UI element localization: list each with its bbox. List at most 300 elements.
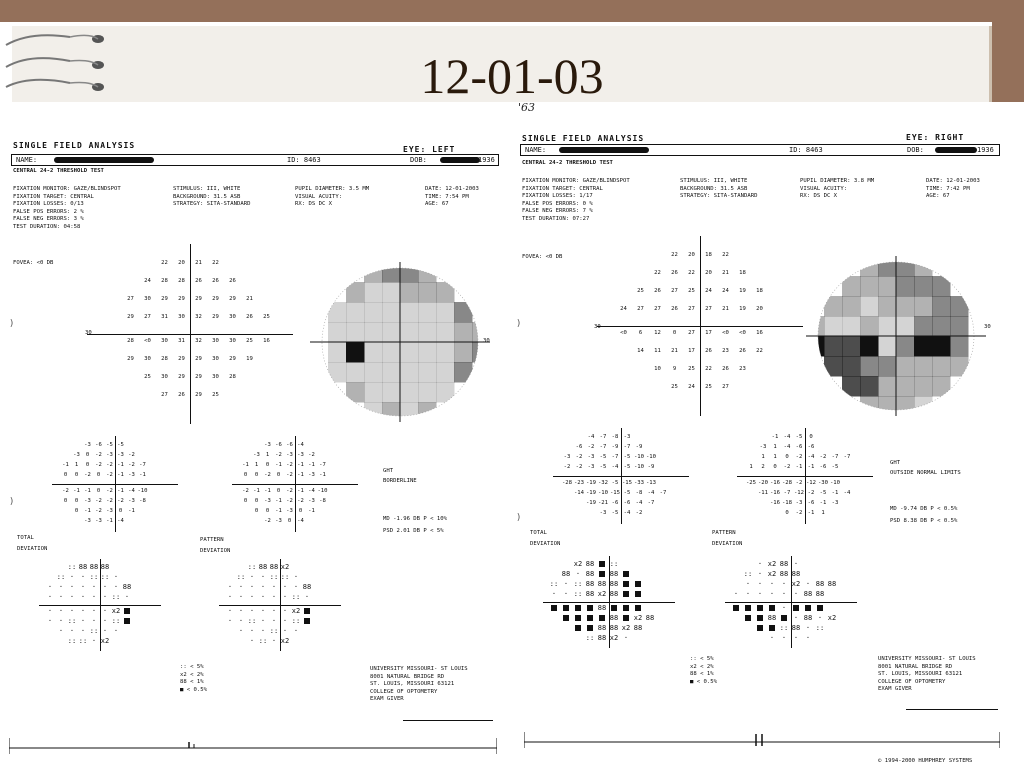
sensitivity-value: 0 — [265, 508, 270, 514]
sensitivity-value: 27 — [637, 306, 644, 312]
sensitivity-value: -7 — [843, 454, 851, 460]
sensitivity-value: 30 — [212, 338, 219, 344]
sensitivity-value: 0 — [74, 508, 79, 514]
probability-symbol: :: — [247, 563, 257, 571]
probability-square — [623, 615, 629, 621]
fixation-info: FIXATION MONITOR: GAZE/BLINDSPOT FIXATION TARGET: CENTRAL FIXATION LOSSES: 1/17 FALSE POS ERRORS: 0 % FALSE NEG ERRORS: 7 % TEST DURATION: 07:27 — [522, 178, 630, 222]
sensitivity-value: -3 — [95, 518, 102, 524]
probability-symbol: 88 — [609, 580, 619, 588]
probability-symbol: :: — [573, 580, 583, 588]
sensitivity-value: 27 — [722, 384, 729, 390]
probability-symbol: · — [69, 593, 75, 601]
probability-square — [733, 605, 739, 611]
sensitivity-value: -1 — [807, 510, 815, 516]
pattern-label: PATTERN — [712, 530, 736, 536]
probability-symbol: · — [102, 617, 108, 625]
greyscale-cell — [860, 396, 879, 416]
sensitivity-value: 29 — [161, 296, 168, 302]
threshold-plot — [100, 244, 280, 424]
sensitivity-value: 22 — [756, 348, 763, 354]
sensitivity-value: -2 — [795, 480, 803, 486]
sensitivity-value: -7 — [783, 490, 791, 496]
sensitivity-value: 28 — [161, 356, 168, 362]
probability-symbol: x2 — [280, 563, 290, 571]
sensitivity-value: 0 — [265, 462, 270, 468]
probability-square — [623, 605, 629, 611]
patient-line — [520, 144, 1000, 156]
greyscale-cell — [824, 356, 843, 377]
sensitivity-value: 2 — [761, 464, 765, 470]
sensitivity-value: 21 — [722, 270, 729, 276]
greyscale-cell — [896, 296, 915, 317]
probability-symbol: · — [757, 570, 763, 578]
sensitivity-value: 21 — [246, 296, 253, 302]
sensitivity-value: -19 — [585, 480, 597, 486]
sensitivity-value: 0 — [74, 472, 79, 478]
probability-symbol: · — [793, 560, 799, 568]
greyscale-cell — [382, 322, 401, 343]
sensitivity-value: 25 — [263, 314, 270, 320]
sensitivity-value: -6 — [807, 444, 815, 450]
probability-symbol: · — [563, 580, 569, 588]
probability-square — [635, 581, 641, 587]
greyscale-cell — [914, 256, 933, 277]
sensitivity-value: -3 — [264, 442, 271, 448]
sensitivity-value: 31 — [178, 338, 185, 344]
probability-symbol: · — [102, 593, 108, 601]
pattern-deviation-numeric — [220, 434, 370, 534]
probability-symbol: :: — [111, 617, 121, 625]
sensitivity-value: 0 — [74, 498, 79, 504]
greyscale-cell — [914, 296, 933, 317]
sensitivity-value: -3 — [106, 452, 113, 458]
sensitivity-value: -3 — [297, 452, 304, 458]
sensitivity-value: -1 — [73, 488, 80, 494]
sensitivity-value: -16 — [769, 500, 781, 506]
probability-symbol: :: — [56, 573, 66, 581]
sensitivity-value: 29 — [127, 314, 134, 320]
sensitivity-value: 1 — [74, 462, 79, 468]
greyscale-cell — [328, 342, 347, 363]
sensitivity-value: -3 — [128, 498, 135, 504]
greyscale-cell — [842, 276, 861, 297]
probability-symbol: · — [238, 627, 244, 635]
probability-symbol: 88 — [791, 624, 801, 632]
sensitivity-value: 0 — [85, 452, 90, 458]
sensitivity-value: -10 — [633, 464, 645, 470]
greyscale-cell — [346, 282, 365, 303]
sensitivity-value: -15 — [609, 490, 621, 496]
probability-symbol: · — [47, 583, 53, 591]
sensitivity-value: -3 — [308, 472, 315, 478]
probability-symbol: 88 — [609, 624, 619, 632]
greyscale-cell — [914, 336, 933, 357]
greyscale-cell — [878, 376, 897, 397]
dob-redacted — [440, 157, 480, 163]
probability-square — [769, 625, 775, 631]
greyscale-cell — [914, 356, 933, 377]
greyscale-cell — [382, 382, 401, 403]
fovea-value: FOVEA: <0 DB — [13, 260, 54, 266]
probability-symbol: · — [249, 593, 255, 601]
sensitivity-value: 24 — [688, 384, 695, 390]
probability-symbol: · — [805, 580, 811, 588]
greyscale-cell — [824, 336, 843, 357]
sensitivity-value: -4 — [128, 488, 135, 494]
total-label-2: DEVIATION — [530, 541, 561, 547]
fovea-value: FOVEA: <0 DB — [522, 254, 563, 260]
probability-symbol: x2 — [597, 590, 607, 598]
sensitivity-value: -2 — [84, 472, 91, 478]
probability-symbol: 88 — [78, 563, 88, 571]
probability-symbol: · — [575, 570, 581, 578]
sensitivity-value: -2 — [308, 452, 315, 458]
greyscale-cell — [382, 282, 401, 303]
probability-square — [793, 605, 799, 611]
sensitivity-value: -16 — [769, 480, 781, 486]
sensitivity-value: -6 — [275, 442, 282, 448]
sensitivity-value: -9 — [611, 444, 619, 450]
probability-symbol: · — [757, 560, 763, 568]
probability-symbol: · — [293, 627, 299, 635]
sensitivity-value: 0 — [298, 508, 303, 514]
probability-symbol: · — [80, 617, 86, 625]
sensitivity-value: -7 — [319, 462, 326, 468]
sensitivity-value: -4 — [647, 490, 655, 496]
greyscale-cell — [418, 282, 437, 303]
greyscale-cell — [842, 296, 861, 317]
greyscale-cell — [328, 362, 347, 383]
sensitivity-value: 17 — [705, 330, 712, 336]
greyscale-cell — [878, 336, 897, 357]
sensitivity-value: 29 — [229, 296, 236, 302]
greyscale-cell — [418, 342, 437, 363]
pattern-label-2: DEVIATION — [200, 548, 231, 554]
greyscale-cell — [932, 316, 951, 337]
pupil-info: PUPIL DIAMETER: 3.5 MM VISUAL ACUITY: RX: DS DC X — [295, 186, 370, 207]
sensitivity-value: 0 — [254, 508, 259, 514]
dob-label: DOB: — [907, 146, 924, 154]
probability-square — [635, 605, 641, 611]
sensitivity-value: -3 — [286, 452, 293, 458]
sensitivity-value: -1 — [297, 472, 304, 478]
probability-symbol: · — [260, 573, 266, 581]
greyscale-cell — [932, 296, 951, 317]
sensitivity-value: -2 — [106, 462, 113, 468]
sensitivity-value: -1 — [319, 472, 326, 478]
probability-square — [805, 605, 811, 611]
sensitivity-value: 0 — [254, 498, 259, 504]
greyscale-cell — [806, 316, 825, 337]
probability-square — [304, 618, 310, 624]
greyscale-cell — [400, 322, 419, 343]
probability-square — [757, 605, 763, 611]
clinic-address: UNIVERSITY MISSOURI- ST LOUIS 8001 NATURAL BRIDGE RD ST. LOUIS, MISSOURI 63121 COLLEGE OF OPTOMETRY EXAM GIVER — [370, 666, 468, 702]
sensitivity-value: 0 — [85, 462, 90, 468]
probability-symbol: · — [91, 617, 97, 625]
probability-symbol: · — [238, 607, 244, 615]
sensitivity-value: 0 — [254, 472, 259, 478]
probability-symbol: · — [227, 593, 233, 601]
probability-symbol: :: — [89, 627, 99, 635]
sensitivity-value: -1 — [84, 488, 91, 494]
sensitivity-value: 0 — [287, 518, 292, 524]
sensitivity-value: -13 — [645, 480, 657, 486]
sensitivity-value: -2 — [286, 498, 293, 504]
sensitivity-value: -3 — [84, 518, 91, 524]
probability-symbol: :: — [743, 570, 753, 578]
sensitivity-value: -8 — [139, 498, 146, 504]
sensitivity-value: -2 — [264, 472, 271, 478]
sensitivity-value: -1 — [308, 508, 315, 514]
sensitivity-value: 25 — [688, 288, 695, 294]
sensitivity-value: 0 — [243, 498, 248, 504]
test-name: CENTRAL 24-2 THRESHOLD TEST — [522, 160, 613, 166]
probability-square — [769, 605, 775, 611]
greyscale-cell — [878, 256, 897, 277]
grey-axis-30: 30 — [984, 324, 991, 330]
sensitivity-value: 30 — [161, 374, 168, 380]
sensitivity-value: -3 — [599, 510, 607, 516]
sensitivity-value: 28 — [127, 338, 134, 344]
sensitivity-value: -1 — [275, 508, 282, 514]
sensitivity-value: -28 — [781, 480, 793, 486]
md-value: MD -1.96 DB P < 10% — [383, 516, 447, 522]
probability-symbol: · — [757, 580, 763, 588]
probability-symbol: · — [793, 614, 799, 622]
sensitivity-value: -2 — [275, 452, 282, 458]
probability-symbol: :: — [89, 573, 99, 581]
sensitivity-value: -3 — [84, 498, 91, 504]
sensitivity-value: 23 — [739, 366, 746, 372]
greyscale-cell — [418, 382, 437, 403]
sensitivity-value: -23 — [573, 480, 585, 486]
probability-square — [623, 591, 629, 597]
probability-symbol: · — [113, 573, 119, 581]
greyscale-cell — [860, 336, 879, 357]
sensitivity-value: -2 — [795, 510, 803, 516]
sensitivity-value: 16 — [263, 338, 270, 344]
sensitivity-value: -4 — [635, 500, 643, 506]
sensitivity-value: -1 — [139, 472, 146, 478]
probability-symbol: · — [249, 583, 255, 591]
probability-symbol: · — [91, 637, 97, 645]
sensitivity-value: 29 — [229, 356, 236, 362]
probability-symbol: 88 — [609, 590, 619, 598]
probability-symbol: x2 — [100, 637, 110, 645]
sensitivity-value: -2 — [286, 488, 293, 494]
probability-square — [599, 571, 605, 577]
greyscale-cell — [896, 256, 915, 277]
greyscale-plot — [806, 256, 986, 416]
probability-symbol: · — [793, 634, 799, 642]
sensitivity-value: 29 — [178, 374, 185, 380]
sensitivity-value: 30 — [212, 374, 219, 380]
sensitivity-value: 29 — [212, 296, 219, 302]
sensitivity-value: -8 — [635, 490, 643, 496]
ght-value: OUTSIDE NORMAL LIMITS — [890, 470, 961, 476]
sensitivity-value: 22 — [654, 270, 661, 276]
probability-symbol: · — [58, 593, 64, 601]
sensitivity-value: -7 — [611, 454, 619, 460]
greyscale-cell — [400, 362, 419, 383]
sensitivity-value: -15 — [621, 480, 633, 486]
probability-symbol: · — [58, 583, 64, 591]
visual-field-report-left — [5, 132, 505, 768]
greyscale-cell — [950, 296, 969, 317]
sensitivity-value: -1 — [807, 464, 815, 470]
sensitivity-value: 25 — [688, 366, 695, 372]
greyscale-cell — [878, 356, 897, 377]
probability-symbol: · — [271, 617, 277, 625]
sensitivity-value: 24 — [705, 288, 712, 294]
sensitivity-value: -6 — [95, 442, 102, 448]
probability-symbol: :: — [291, 593, 301, 601]
pattern-label: PATTERN — [200, 537, 224, 543]
sensitivity-value: -3 — [275, 518, 282, 524]
greyscale-cell — [382, 302, 401, 323]
probability-square — [623, 571, 629, 577]
sensitivity-value: -1 — [117, 488, 124, 494]
report-header: SINGLE FIELD ANALYSIS — [13, 141, 136, 150]
sensitivity-value: <0 — [620, 330, 627, 336]
probability-square — [304, 608, 310, 614]
greyscale-cell — [914, 376, 933, 397]
sensitivity-value: -3 — [264, 498, 271, 504]
sensitivity-value: -6 — [807, 500, 815, 506]
sensitivity-value: -19 — [585, 500, 597, 506]
probability-symbol: · — [124, 593, 130, 601]
sensitivity-value: -3 — [106, 508, 113, 514]
top-bar — [0, 0, 1024, 22]
sensitivity-value: -4 — [297, 518, 304, 524]
eye-label: EYE: RIGHT — [906, 133, 965, 142]
sensitivity-value: -6 — [819, 464, 827, 470]
probability-symbol: :: — [67, 637, 77, 645]
sensitivity-value: -21 — [597, 500, 609, 506]
probability-square — [563, 615, 569, 621]
sensitivity-value: 20 — [756, 306, 763, 312]
greyscale-cell — [950, 356, 969, 377]
sensitivity-value: -5 — [623, 490, 631, 496]
sensitivity-value: 20 — [705, 270, 712, 276]
probability-symbol: · — [227, 617, 233, 625]
sensitivity-value: -5 — [599, 464, 607, 470]
sensitivity-value: -2 — [286, 472, 293, 478]
sensitivity-value: 19 — [739, 306, 746, 312]
total-label: TOTAL — [17, 535, 34, 541]
probability-symbol: · — [80, 593, 86, 601]
greyscale-cell — [346, 342, 365, 363]
sensitivity-value: -9 — [635, 444, 643, 450]
greyscale-cell — [436, 302, 455, 323]
sensitivity-value: -4 — [587, 434, 595, 440]
greyscale-cell — [400, 342, 419, 363]
sensitivity-value: -2 — [95, 508, 102, 514]
sensitivity-value: 1 — [821, 510, 825, 516]
sensitivity-value: -1 — [308, 462, 315, 468]
sensitivity-value: 27 — [688, 330, 695, 336]
probability-symbol: · — [260, 627, 266, 635]
probability-symbol: 88 — [609, 614, 619, 622]
sensitivity-value: 29 — [195, 392, 202, 398]
probability-symbol: · — [249, 627, 255, 635]
sensitivity-value: -2 — [819, 454, 827, 460]
sensitivity-value: 27 — [144, 314, 151, 320]
sensitivity-value: -6 — [795, 444, 803, 450]
name-redacted — [54, 157, 154, 163]
ght-label: GHT — [890, 460, 901, 466]
probability-symbol: · — [69, 583, 75, 591]
greyscale-cell — [346, 382, 365, 403]
sensitivity-value: -4 — [308, 488, 315, 494]
sensitivity-value: -8 — [319, 498, 326, 504]
sensitivity-value: -10 — [137, 488, 148, 494]
signature-line — [906, 709, 998, 710]
axis-30-label: 30 — [85, 330, 92, 336]
sensitivity-value: -3 — [128, 472, 135, 478]
probability-symbol: · — [58, 627, 64, 635]
greyscale-plot — [310, 262, 490, 422]
probability-symbol: 88 — [827, 580, 837, 588]
probability-symbol: · — [80, 627, 86, 635]
probability-symbol: 88 — [779, 570, 789, 578]
probability-symbol: · — [260, 583, 266, 591]
probability-symbol: · — [249, 637, 255, 645]
probability-symbol: 88 — [609, 570, 619, 578]
sensitivity-value: -2 — [95, 462, 102, 468]
sensitivity-value: -1 — [795, 464, 803, 470]
probability-symbol: :: — [815, 624, 825, 632]
probability-symbol: · — [227, 607, 233, 615]
probability-symbol: · — [47, 607, 53, 615]
sensitivity-value: -1 — [831, 490, 839, 496]
probability-symbol: · — [769, 590, 775, 598]
probability-symbol: · — [260, 617, 266, 625]
probability-symbol: · — [58, 607, 64, 615]
probability-symbol: · — [293, 573, 299, 581]
sensitivity-value: 25 — [212, 392, 219, 398]
sensitivity-value: -7 — [599, 434, 607, 440]
probability-symbol: · — [733, 590, 739, 598]
probability-symbol: · — [271, 583, 277, 591]
probability-symbol: 88 — [779, 560, 789, 568]
sensitivity-value: 19 — [739, 288, 746, 294]
sensitivity-value: 22 — [722, 252, 729, 258]
greyscale-cell — [842, 356, 861, 377]
sensitivity-value: <0 — [144, 338, 151, 344]
sensitivity-value: 26 — [178, 392, 185, 398]
sensitivity-value: 0 — [118, 508, 123, 514]
sensitivity-value: -6 — [611, 500, 619, 506]
total-deviation-probability — [35, 560, 165, 650]
probability-square — [575, 615, 581, 621]
sensitivity-value: -20 — [757, 480, 769, 486]
probability-symbol: · — [271, 607, 277, 615]
sensitivity-value: 31 — [161, 314, 168, 320]
sensitivity-value: -1 — [771, 434, 779, 440]
sensitivity-value: -3 — [563, 454, 571, 460]
name-redacted — [559, 147, 649, 153]
sensitivity-value: 11 — [654, 348, 661, 354]
greyscale-cell — [418, 402, 437, 422]
sensitivity-value: 1 — [761, 454, 765, 460]
sensitivity-value: -3 — [73, 452, 80, 458]
name-label: NAME: — [16, 156, 38, 164]
eye-label: EYE: LEFT — [403, 145, 456, 154]
sensitivity-value: -7 — [659, 490, 667, 496]
copyright-footer: © 1994-2000 HUMPHREY SYSTEMS — [878, 758, 973, 764]
